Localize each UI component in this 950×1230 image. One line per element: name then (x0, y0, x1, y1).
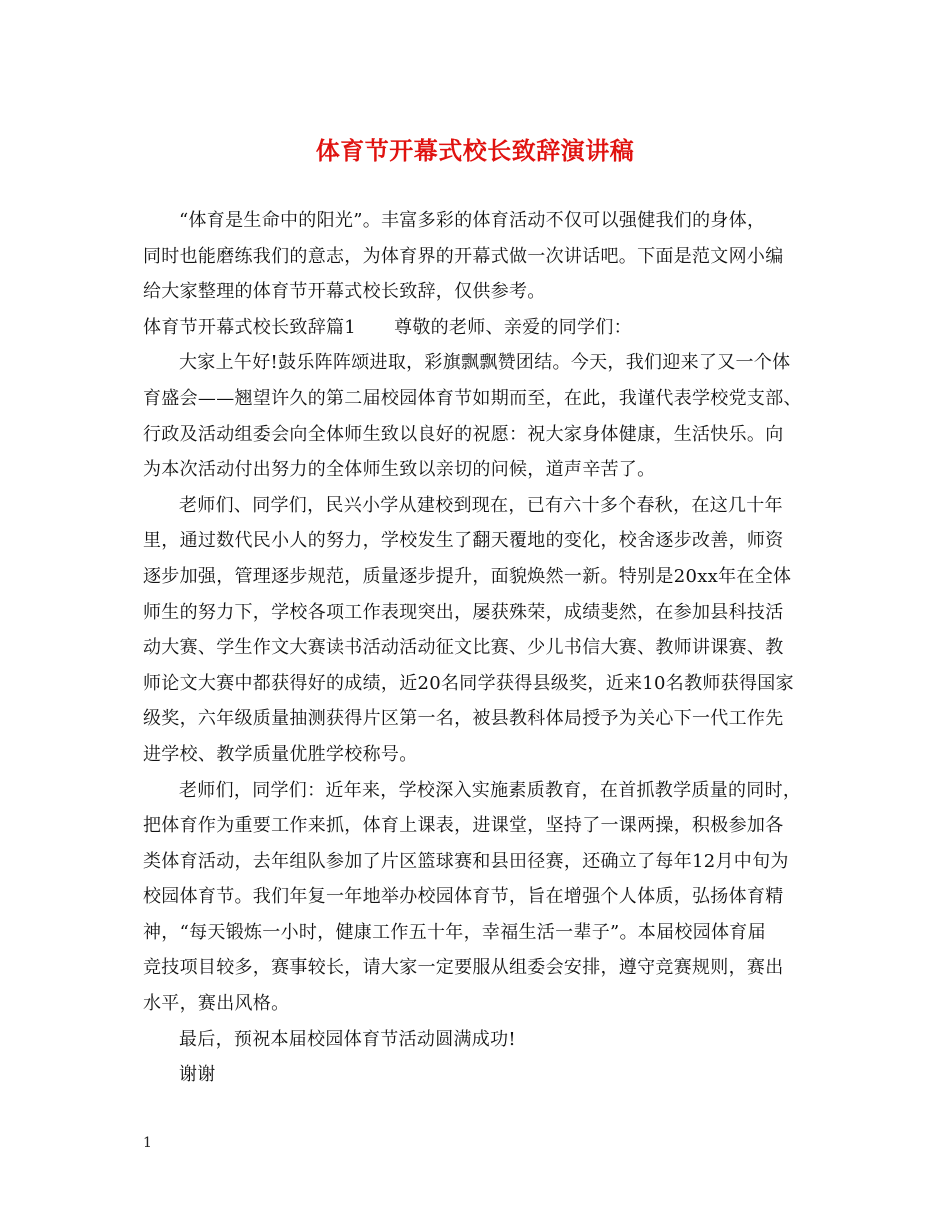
closing-line: 最后，预祝本届校园体育节活动圆满成功! (179, 1028, 516, 1050)
paragraph-line: 老师们，同学们：近年来，学校深入实施素质教育，在首抓教学质量的同时， (179, 779, 802, 801)
paragraph-line: 逐步加强，管理逐步规范，质量逐步提升，面貌焕然一新。特别是20xx年在全体 (143, 565, 792, 587)
document-body (143, 203, 823, 1093)
paragraph-line: 为本次活动付出努力的全体师生致以亲切的问候，道声辛苦了。 (143, 459, 656, 481)
paragraph-line: 师论文大赛中都获得好的成绩，近20名同学获得县级奖，近来10名教师获得国家 (143, 672, 794, 694)
intro-line: “体育是生命中的阳光”。丰富多彩的体育活动不仅可以强健我们的身体， (179, 210, 766, 231)
section-heading: 体育节开幕式校长致辞篇1 (143, 316, 357, 338)
intro-line: 给大家整理的体育节开幕式校长致辞，仅供参考。 (143, 281, 546, 303)
paragraph-line: 老师们、同学们，民兴小学从建校到现在，已有六十多个春秋，在这几十年 (179, 494, 783, 516)
page-number: 1 (143, 1135, 152, 1151)
thanks-line: 谢谢 (179, 1064, 216, 1086)
paragraph-line: 动大赛、学生作文大赛读书活动活动征文比赛、少儿书信大赛、教师讲课赛、教 (143, 637, 784, 659)
paragraph-line: 进学校、教学质量优胜学校称号。 (143, 743, 418, 765)
paragraph-line: 把体育作为重要工作来抓，体育上课表，进课堂，坚持了一课两操，积极参加各 (143, 815, 784, 837)
paragraph-line: 校园体育节。我们年复一年地举办校园体育节，旨在增强个人体质，弘扬体育精 (143, 886, 784, 908)
paragraph-line: 级奖，六年级质量抽测获得片区第一名，被县教科体局授予为关心下一代工作先 (143, 708, 784, 730)
paragraph-line: 大家上午好!鼓乐阵阵颂进取，彩旗飘飘赞团结。今天，我们迎来了又一个体 (179, 352, 791, 374)
paragraph-line: 竞技项目较多，赛事较长，请大家一定要服从组委会安排，遵守竞赛规则，赛出 (143, 957, 784, 979)
paragraph-line: 神，“每天锻炼一小时，健康工作五十年，幸福生活一辈子”。本届校园体育届 (143, 921, 766, 943)
paragraph-line: 行政及活动组委会向全体师生致以良好的祝愿：祝大家身体健康，生活快乐。向 (143, 423, 784, 445)
paragraph-line: 类体育活动，去年组队参加了片区篮球赛和县田径赛，还确立了每年12月中旬为 (143, 850, 789, 872)
section-heading-line (143, 310, 823, 346)
intro-line: 同时也能磨练我们的意志，为体育界的开幕式做一次讲话吧。下面是范文网小编 (143, 245, 784, 267)
paragraph-line: 育盛会——翘望许久的第二届校园体育节如期而至，在此，我谨代表学校党支部、 (143, 387, 802, 409)
paragraph-line: 里，通过数代民小人的努力，学校发生了翻天覆地的变化，校舍逐步改善，师资 (143, 530, 784, 552)
paragraph-line: 师生的努力下，学校各项工作表现突出，屡获殊荣，成绩斐然，在参加县科技活 (143, 601, 784, 623)
paragraph-line: 水平，赛出风格。 (143, 993, 290, 1015)
salutation: 尊敬的老师、亲爱的同学们： (394, 316, 632, 338)
document-title: 体育节开幕式校长致辞演讲稿 (315, 136, 635, 165)
